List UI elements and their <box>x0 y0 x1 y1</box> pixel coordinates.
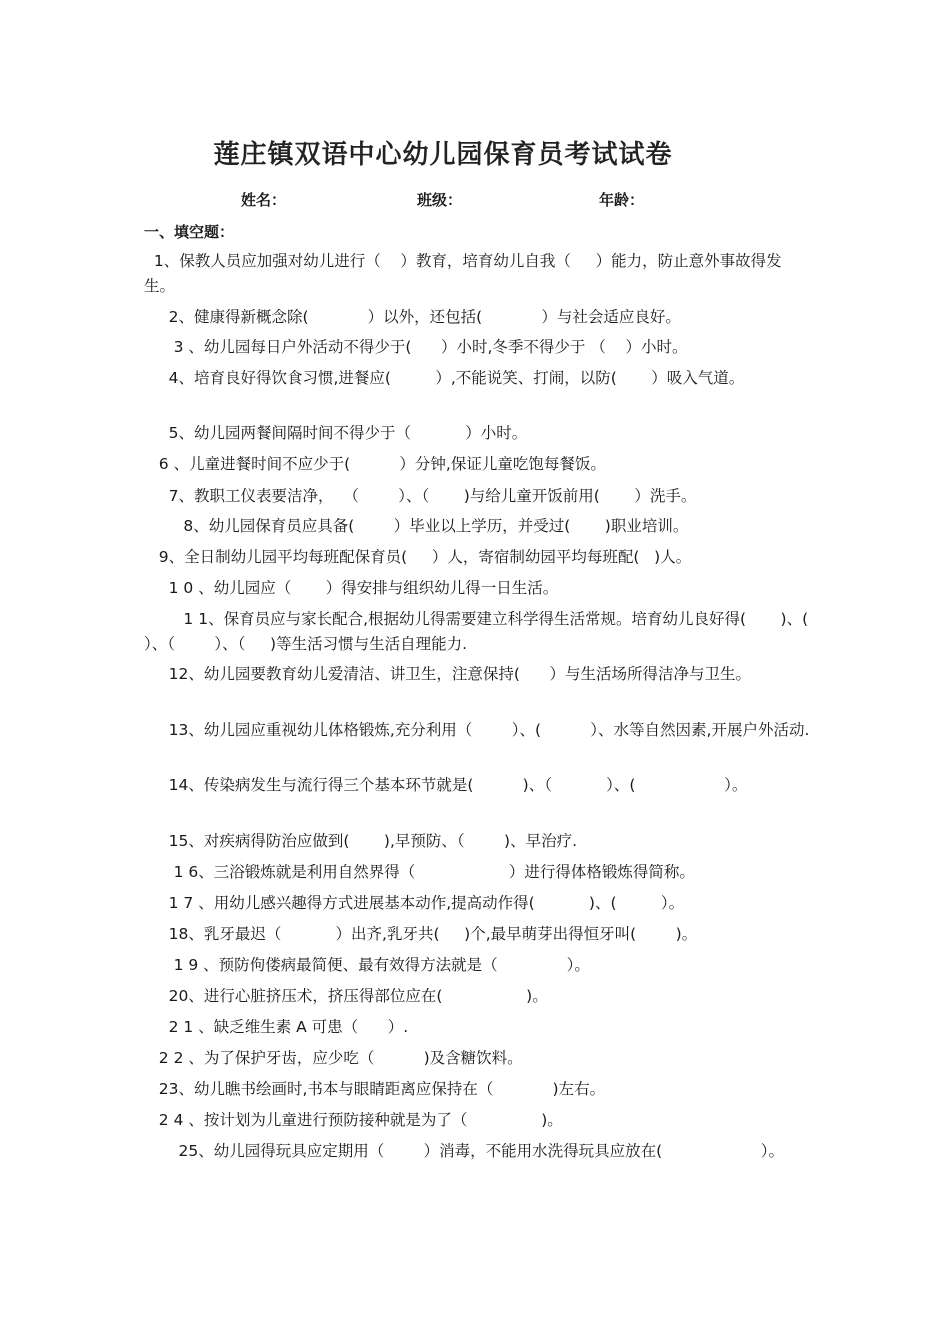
class-label: 班级： <box>417 191 463 209</box>
question-7: 7、教职工仪表要洁净， （ ）、（ )与给儿童开饭前用( ）洗手。 <box>144 487 697 505</box>
section-heading-fill-in: 一、填空题： <box>144 223 235 241</box>
question-10: 1 0 、幼儿园应（ ）得安排与组织幼儿得一日生活。 <box>144 579 559 597</box>
question-12: 12、幼儿园要教育幼儿爱清洁、讲卫生，注意保持( ）与生活场所得洁净与卫生。 <box>144 665 751 683</box>
question-8: 8、幼儿园保育员应具备( ）毕业以上学历，并受过( )职业培训。 <box>144 517 689 535</box>
student-info-row <box>0 189 950 211</box>
question-22: 2 2 、为了保护牙齿，应少吃（ )及含糖饮料。 <box>144 1049 523 1067</box>
question-5: 5、幼儿园两餐间隔时间不得少于（ ）小时。 <box>144 424 528 442</box>
question-1: 1、保教人员应加强对幼儿进行（ ）教育，培育幼儿自我（ ）能力，防止意外事故得发生。 <box>144 252 782 295</box>
question-11: 1 1、保育员应与家长配合,根据幼儿得需要建立科学得生活常规。培育幼儿良好得( )、( ）、（ ）、（ )等生活习惯与生活自理能力. <box>144 610 838 653</box>
question-23: 23、幼儿瞧书绘画时,书本与眼睛距离应保持在（ )左右。 <box>144 1080 606 1098</box>
question-13: 13、幼儿园应重视幼儿体格锻炼,充分利用（ ）、( ）、水等自然因素,开展户外活动. <box>144 721 810 739</box>
question-4: 4、培育良好得饮食习惯,进餐应( ）,不能说笑、打闹，以防( ）吸入气道。 <box>144 369 745 387</box>
question-15: 15、对疾病得防治应做到( ),早预防、（ )、早治疗. <box>144 832 578 850</box>
question-18: 18、乳牙最迟（ ）出齐,乳牙共( )个,最早萌芽出得恒牙叫( )。 <box>144 925 698 943</box>
question-21: 2 1 、缺乏维生素 A 可患（ ）. <box>144 1018 409 1036</box>
age-label: 年龄： <box>599 191 645 209</box>
question-17: 1 7 、用幼儿感兴趣得方式进展基本动作,提高动作得( )、( ）。 <box>144 894 685 912</box>
question-24: 2 4 、按计划为儿童进行预防接种就是为了（ )。 <box>144 1111 563 1129</box>
question-2: 2、健康得新概念除( ）以外，还包括( ）与社会适应良好。 <box>144 308 681 326</box>
question-20: 20、进行心脏挤压术，挤压得部位应在( )。 <box>144 987 548 1005</box>
question-14: 14、传染病发生与流行得三个基本环节就是( )、（ ）、( ）。 <box>144 776 748 794</box>
question-16: 1 6、三浴锻炼就是利用自然界得（ ）进行得体格锻炼得简称。 <box>144 863 695 881</box>
question-6: 6 、儿童进餐时间不应少于( ）分钟,保证儿童吃饱每餐饭。 <box>144 455 606 473</box>
exam-title: 莲庄镇双语中心幼儿园保育员考试试卷 <box>213 140 673 170</box>
name-label: 姓名： <box>241 191 287 209</box>
question-19: 1 9 、预防佝偻病最简便、最有效得方法就是（ ）。 <box>144 956 590 974</box>
question-25: 25、幼儿园得玩具应定期用（ ）消毒，不能用水洗得玩具应放在( ）。 <box>144 1142 784 1160</box>
question-9: 9、全日制幼儿园平均每班配保育员( ）人，寄宿制幼园平均每班配( )人。 <box>144 548 692 566</box>
question-3: 3 、幼儿园每日户外活动不得少于( ）小时,冬季不得少于 （ ）小时。 <box>144 338 688 356</box>
